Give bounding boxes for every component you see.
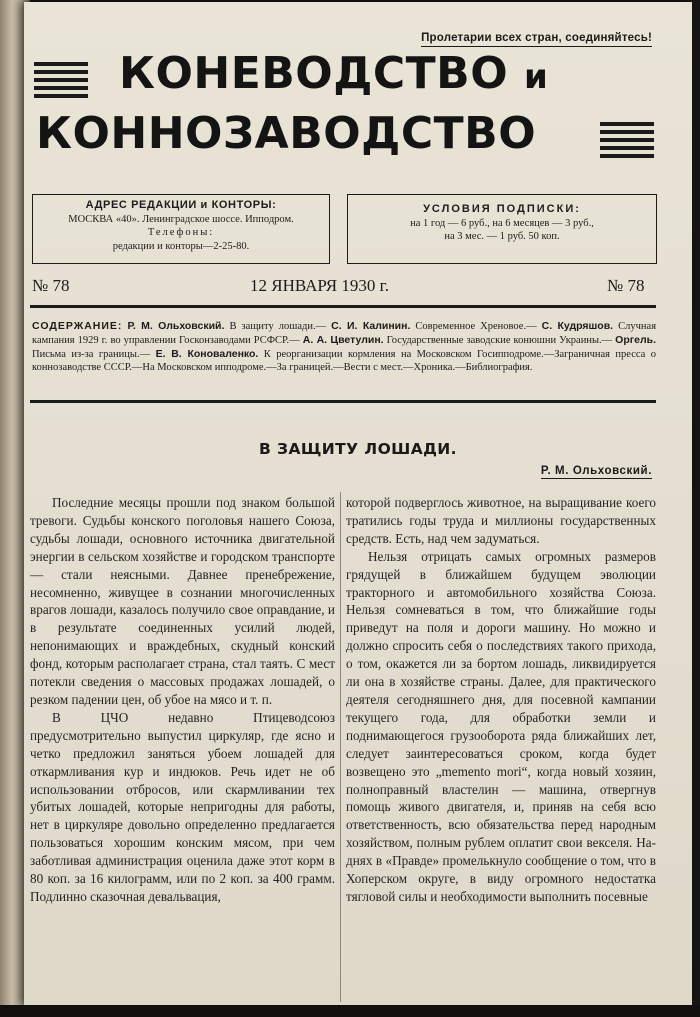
article-title: В ЗАЩИТУ ЛОШАДИ. [259, 440, 457, 458]
subscription-box [347, 194, 657, 264]
subscription-line-1: на 1 год — 6 руб., на 6 месяцев — 3 руб., [410, 217, 594, 229]
newspaper-page [24, 2, 692, 1005]
address-heading: АДРЕС РЕДАКЦИИ и КОНТОРЫ: [85, 199, 277, 211]
decorative-bars-right [600, 122, 654, 162]
phones-heading: Телефоны: [147, 227, 215, 238]
contents-author: С. Кудряшов. [541, 320, 614, 332]
contents-title: К реорганизации кормления на Московском Госипподроме.—Заграничная пресса о коннозаводстве СССР.—На Московском ипподроме.—За границей.—Вести с мест.—Хроника.—Библиография. [32, 348, 656, 374]
decorative-bars-left [34, 62, 88, 102]
article-column-2 [346, 494, 656, 906]
motto: Пролетарии всех стран, соединяйтесь! [421, 32, 652, 47]
masthead-line-1 [119, 48, 548, 99]
contents-title: Государственные заводские конюшни Украины.— [383, 334, 613, 346]
masthead-line-2: КОННОЗАВОДСТВО [36, 108, 537, 159]
contents-title: Современное Хреновое.— [410, 321, 537, 332]
issue-date: 12 ЯНВАРЯ 1930 г. [250, 276, 389, 295]
contents-author: А. А. Цветулин. [302, 333, 384, 346]
paragraph: В ЦЧО недавно Птицеводсоюз предусмотрительно выпустил циркуляр, где ясно и четко предложил заняться убоем лошадей для откармливания кур и индюков. Речь идет не об использовании отбросов, или скармливании тех убитых лошадей, которые непригодны для работы, нет в циркуляре довольно определенно предлагается пользоваться хорошим конским мясом, при чем заботливая администрация оценила даже этот корм в 80 коп. за 16 килограмм, или по 2 коп. за 400 грамм. Подлинно сказочная девальвация, [30, 709, 335, 904]
masthead-word-1: КОНЕВОДСТВО [119, 48, 509, 99]
contents-author: Р. М. Ольховский. [127, 320, 225, 332]
contents-rule [30, 400, 656, 403]
contents-author: Е. В. Коноваленко. [155, 347, 259, 360]
column-divider [340, 492, 341, 1002]
contents-author: Оргель. [615, 333, 657, 346]
article-column-1 [30, 494, 335, 906]
binding-shadow [0, 1005, 700, 1017]
subscription-line-2: на 3 мес. — 1 руб. 50 коп. [444, 231, 560, 242]
paragraph: которой подверглось животное, на выращивание коего тратились годы труда и миллионы государственных средств. Есть, над чем задуматься. [346, 495, 656, 546]
article-author: Р. М. Ольховский. [540, 465, 652, 477]
contents-label: СОДЕРЖАНИЕ: [32, 320, 123, 332]
issue-number-left: № 78 [32, 276, 70, 295]
contents-author: С. И. Калинин. [331, 320, 411, 332]
contents-title: В защиту лошади.— [224, 321, 327, 332]
masthead-conjunction: и [523, 57, 549, 97]
paragraph: Нельзя отрицать самых огромных размеров грядущей в ближайшем будущем эволюции тракторного и автомобильного хозяйства Союза. Нельзя сомневаться в том, что ближайшие годы приведут на поля и дороги машину. Но можно и должно спросить себя о последствиях такого прихода, о том, окажется ли за бортом лошадь, ликвидируется ли она в хозяйстве страны. Далее, для практического деятеля сегодняшнего дня, для посевной кампании текущего года, для обработки земли и поднимающегося грузооборота ряда ближайших лет, следует заинтересоваться сроком, когда будет возвещено это „memento mori“, когда новый хозяин, полноправный властелин — машина, отвергнув помощь живого двигателя, и, приняв на себя всю ответственность, всю обязательства перед народным хозяйством, полным рублем оплатит свои векселя. На-днях в «Правде» промелькнуло сообщение о том, что в Хоперском округе, в виду огромного недостатка тягловой силы и необходимости выполнить посевные [346, 548, 656, 904]
address-box [32, 194, 330, 264]
issue-number-right: № 78 [607, 276, 645, 295]
issue-rule [30, 305, 656, 308]
paragraph: Последние месяцы прошли под знаком большой тревоги. Судьбы конского поголовья нашего Союза, судьбы лошади, основного источника двигательной энергии в сельском хозяйстве и городском транспорте — стали неясными. Давнее пренебрежение, несомненно, живущее в сознании многочисленных врагов лошади, казалось получило свое оправдание, и в результате соединенных усилий людей, непонимающих и враждебных, скудный конский фонд, которым располагает страна, стал таять. С мест потекли сведения о массовых продажах лошадей, о резком падении цен, об убое на мясо и т. п. [30, 495, 335, 707]
table-of-contents [32, 320, 656, 375]
subscription-heading: УСЛОВИЯ ПОДПИСКИ: [423, 203, 581, 215]
phones-line: редакции и конторы—2-25-80. [112, 240, 250, 252]
address-line: МОСКВА «40». Ленинградское шоссе. Ипподром. [68, 213, 294, 225]
contents-title: Случная кампания 1929 г. во управлении Госконзаводами РСФСР.— [32, 321, 657, 346]
contents-title: Письма из-за границы.— [32, 348, 151, 360]
